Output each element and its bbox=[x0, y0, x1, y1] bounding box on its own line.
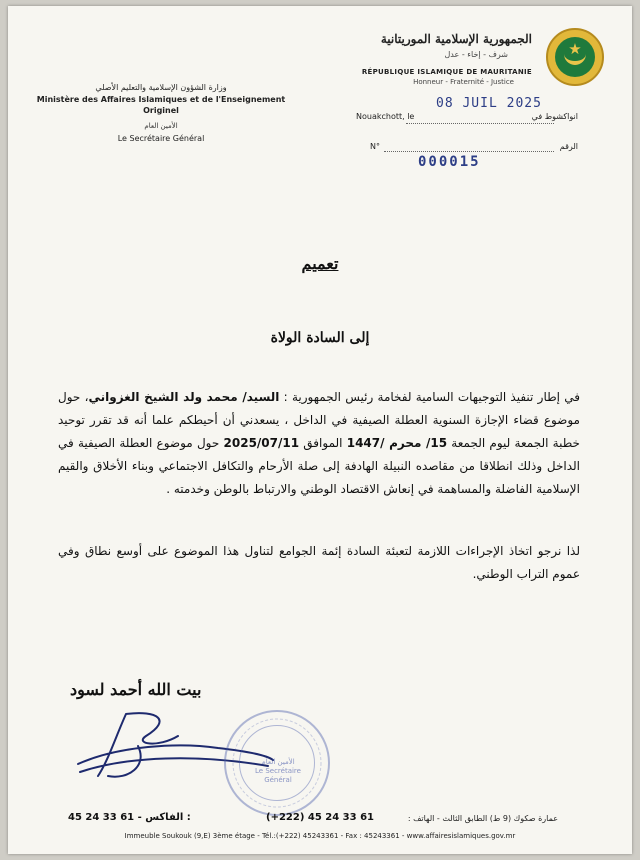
date-dotted-line bbox=[406, 123, 554, 124]
signer-name: بيت الله أحمد لسود bbox=[70, 680, 202, 699]
footer-fax-ar: 45 24 33 61 - الفاكس : bbox=[68, 812, 191, 823]
addressee: إلى السادة الولاة bbox=[270, 330, 370, 346]
motto-fr: Honneur - Fraternité - Justice bbox=[413, 78, 514, 86]
body-paragraph-2: لذا نرجو اتخاذ الإجراءات اللازمة لتعبئة السادة إئمة الجوامع لتناول هذا الموضوع على أوسع نطاق وفي عموم التراب الوطني. bbox=[58, 544, 580, 581]
document-title: تعميم bbox=[301, 254, 339, 273]
body-paragraph-1: في إطار تنفيذ التوجيهات السامية لفخامة رئيس الجمهورية : السيد/ محمد ولد الشيخ الغزواني، حول موضوع قضاء الإجازة السنوية العطلة الصيفية في الداخل ، يسعدني أن أحيطكم علما أنه قد تقرر توحيد خطبة الجمعة ليوم الجمعة 15/ محرم /1447 الموافق 2025/07/11 حول موضوع العطلة الصيفية في الداخل وذلك انطلاقا من مقاصده النبيلة الهادفة إلى صلة الأرحام والتكافل الاجتماعي وبناء الأخلاق والقيم الإسلامية الفاضلة والمساهمة في إنعاش الاقتصاد الوطني والارتباط بالوطن وخدمته . bbox=[58, 390, 580, 496]
mauritania-emblem-icon: ★ bbox=[546, 28, 604, 86]
secretary-general-fr: Le Secrétaire Général bbox=[117, 134, 205, 143]
seal-text: الأمين العام Le Secrétaire Général bbox=[255, 758, 301, 784]
footer-phone-ar: (+222) 45 24 33 61 bbox=[266, 812, 374, 823]
number-label-fr: N° bbox=[370, 142, 380, 151]
reference-number-stamp: 000015 bbox=[418, 154, 481, 170]
date-label-fr: Nouakchott, le bbox=[356, 112, 415, 121]
footer-address-fr: Immeuble Soukouk (9,E) 3ème étage - Tél.:(+222) 45243361 - Fax : 45243361 - www.affairesislamiques.gov.mr bbox=[124, 832, 516, 840]
footer-address-ar: عمارة صكوك (9 ط) الطابق الثالث - الهاتف : bbox=[407, 814, 558, 823]
official-seal bbox=[224, 710, 330, 816]
number-label-ar: الرقم bbox=[559, 142, 578, 151]
republic-name-fr: RÉPUBLIQUE ISLAMIQUE DE MAURITANIE bbox=[361, 68, 532, 76]
ministry-name-ar: وزارة الشؤون الإسلامية والتعليم الأصلي bbox=[95, 83, 227, 92]
date-label-ar: انواكشوط في bbox=[531, 112, 578, 121]
ministry-name-fr: Ministère des Affaires Islamiques et de l'Enseignement Originel bbox=[36, 95, 286, 115]
secretary-general-ar: الأمين العام bbox=[144, 122, 178, 130]
motto-ar: شرف - إخاء - عدل bbox=[444, 50, 508, 59]
letter-page bbox=[8, 6, 632, 854]
republic-name-ar: الجمهورية الإسلامية الموريتانية bbox=[380, 32, 532, 46]
number-dotted-line bbox=[384, 151, 554, 152]
date-stamp: 08 JUIL 2025 bbox=[436, 96, 542, 111]
